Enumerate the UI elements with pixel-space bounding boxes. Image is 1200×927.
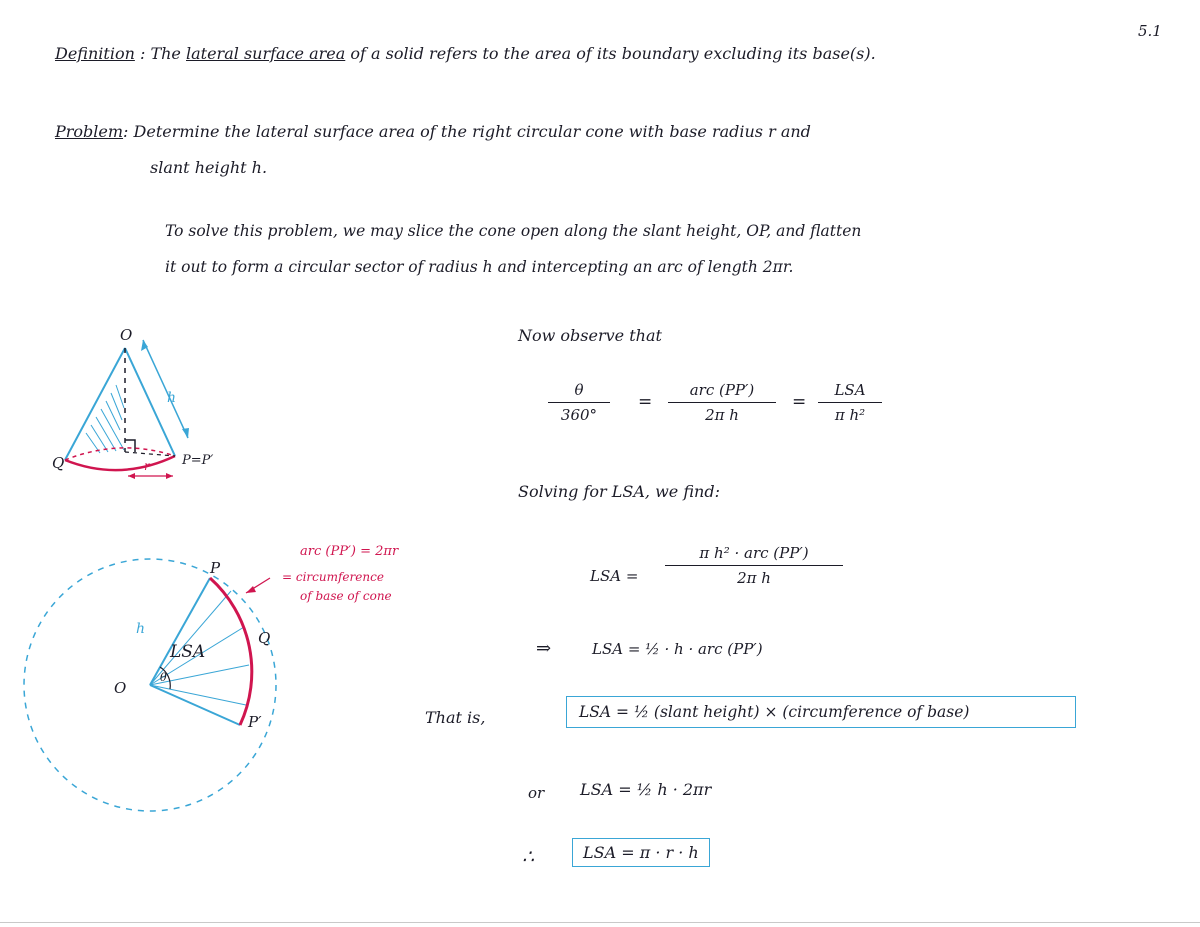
implies-arrow: ⇒ xyxy=(536,638,552,659)
sector-radius-op-prime xyxy=(150,685,240,725)
arc-note-line-1: arc (PP′) = 2πr xyxy=(300,544,399,559)
cone-base-front xyxy=(65,456,175,470)
ratio-theta-bar xyxy=(548,402,610,403)
definition-term: lateral surface area xyxy=(186,44,346,63)
problem-line-2: slant height h. xyxy=(150,158,268,177)
ratio-theta-den: 360° xyxy=(560,406,598,424)
sector-center-label: O xyxy=(114,679,127,697)
approach-line-2: it out to form a circular sector of radius h and intercepting an arc of length 2πr. xyxy=(165,258,794,276)
slant-arrow-head-bottom xyxy=(182,428,189,438)
lsa-fraction-num: π h² · arc (PP′) xyxy=(699,544,809,562)
definition-line xyxy=(55,44,876,63)
ratio-lsa-num: LSA xyxy=(834,381,866,399)
cone-radius-label: r xyxy=(144,459,150,473)
problem-label: Problem xyxy=(55,122,124,141)
therefore-symbol: ∴ xyxy=(522,846,535,868)
sector-p-label: P xyxy=(210,559,221,577)
cone-figure xyxy=(40,310,260,500)
definition-colon: : xyxy=(139,44,146,63)
page-bottom-rule xyxy=(0,922,1200,923)
sector-arc xyxy=(210,578,252,725)
observe-text: Now observe that xyxy=(518,326,662,345)
solving-text: Solving for LSA, we find: xyxy=(518,482,720,501)
sector-area-label: LSA xyxy=(170,642,206,662)
boxed-formula: LSA = ½ (slant height) × (circumference of base) xyxy=(566,696,1076,728)
ratio-arc xyxy=(668,380,776,425)
ratio-arc-bar xyxy=(668,402,776,403)
lsa-fraction-den: 2π h xyxy=(737,569,771,587)
sector-angle-label: θ xyxy=(160,671,167,684)
ratio-lsa-den: π h² xyxy=(834,406,866,424)
that-is-text: That is, xyxy=(425,708,486,727)
ratio-arc-num: arc (PP′) xyxy=(689,381,755,399)
lsa-lhs: LSA = xyxy=(590,567,639,585)
definition-text-b: of a solid refers to the area of its boundary excluding its base(s). xyxy=(350,44,876,63)
approach-line-1: To solve this problem, we may slice the cone open along the slant height, OP, and flatten xyxy=(165,222,862,240)
problem-line-1 xyxy=(55,122,811,141)
cone-slant-label: h xyxy=(167,390,177,406)
sector-radius-op xyxy=(150,578,210,685)
definition-label: Definition xyxy=(55,44,135,63)
lsa-simplified: LSA = ½ · h · arc (PP′) xyxy=(592,640,763,658)
cone-apex-label: O xyxy=(120,326,133,344)
radius-arrow-head-right xyxy=(166,473,173,479)
cone-p-label: P=P′ xyxy=(182,453,214,468)
sector-p-prime-label: P′ xyxy=(248,713,262,731)
cone-q-label: Q xyxy=(52,454,65,472)
slant-arrow xyxy=(143,340,188,438)
equals-2: = xyxy=(792,392,807,412)
or-formula: LSA = ½ h · 2πr xyxy=(580,780,712,799)
ratio-lsa xyxy=(818,380,882,425)
page-number: 5.1 xyxy=(1138,22,1162,40)
ratio-theta-num: θ xyxy=(574,381,584,399)
final-formula: LSA = π · r · h xyxy=(572,838,710,867)
lsa-fraction xyxy=(665,543,843,588)
arc-note-line-3: of base of cone xyxy=(300,589,392,603)
radius-arrow-head-left xyxy=(128,473,135,479)
problem-text: : Determine the lateral surface area of the right circular cone with base radius r and xyxy=(123,122,811,141)
or-text: or xyxy=(528,784,545,802)
arc-note-line-2: = circumference xyxy=(282,570,384,584)
right-angle-mark xyxy=(125,440,135,452)
cone-hatching xyxy=(86,385,124,453)
ratio-arc-den: 2π h xyxy=(705,406,739,424)
cone-base-back xyxy=(65,448,175,460)
definition-text-a: The xyxy=(150,44,181,63)
sector-radius-label: h xyxy=(136,621,146,637)
equals-1: = xyxy=(638,392,653,412)
lsa-fraction-bar xyxy=(665,565,843,566)
ratio-theta xyxy=(548,380,610,425)
sector-q-label: Q xyxy=(258,629,271,647)
sector-figure xyxy=(10,535,450,815)
ratio-lsa-bar xyxy=(818,402,882,403)
